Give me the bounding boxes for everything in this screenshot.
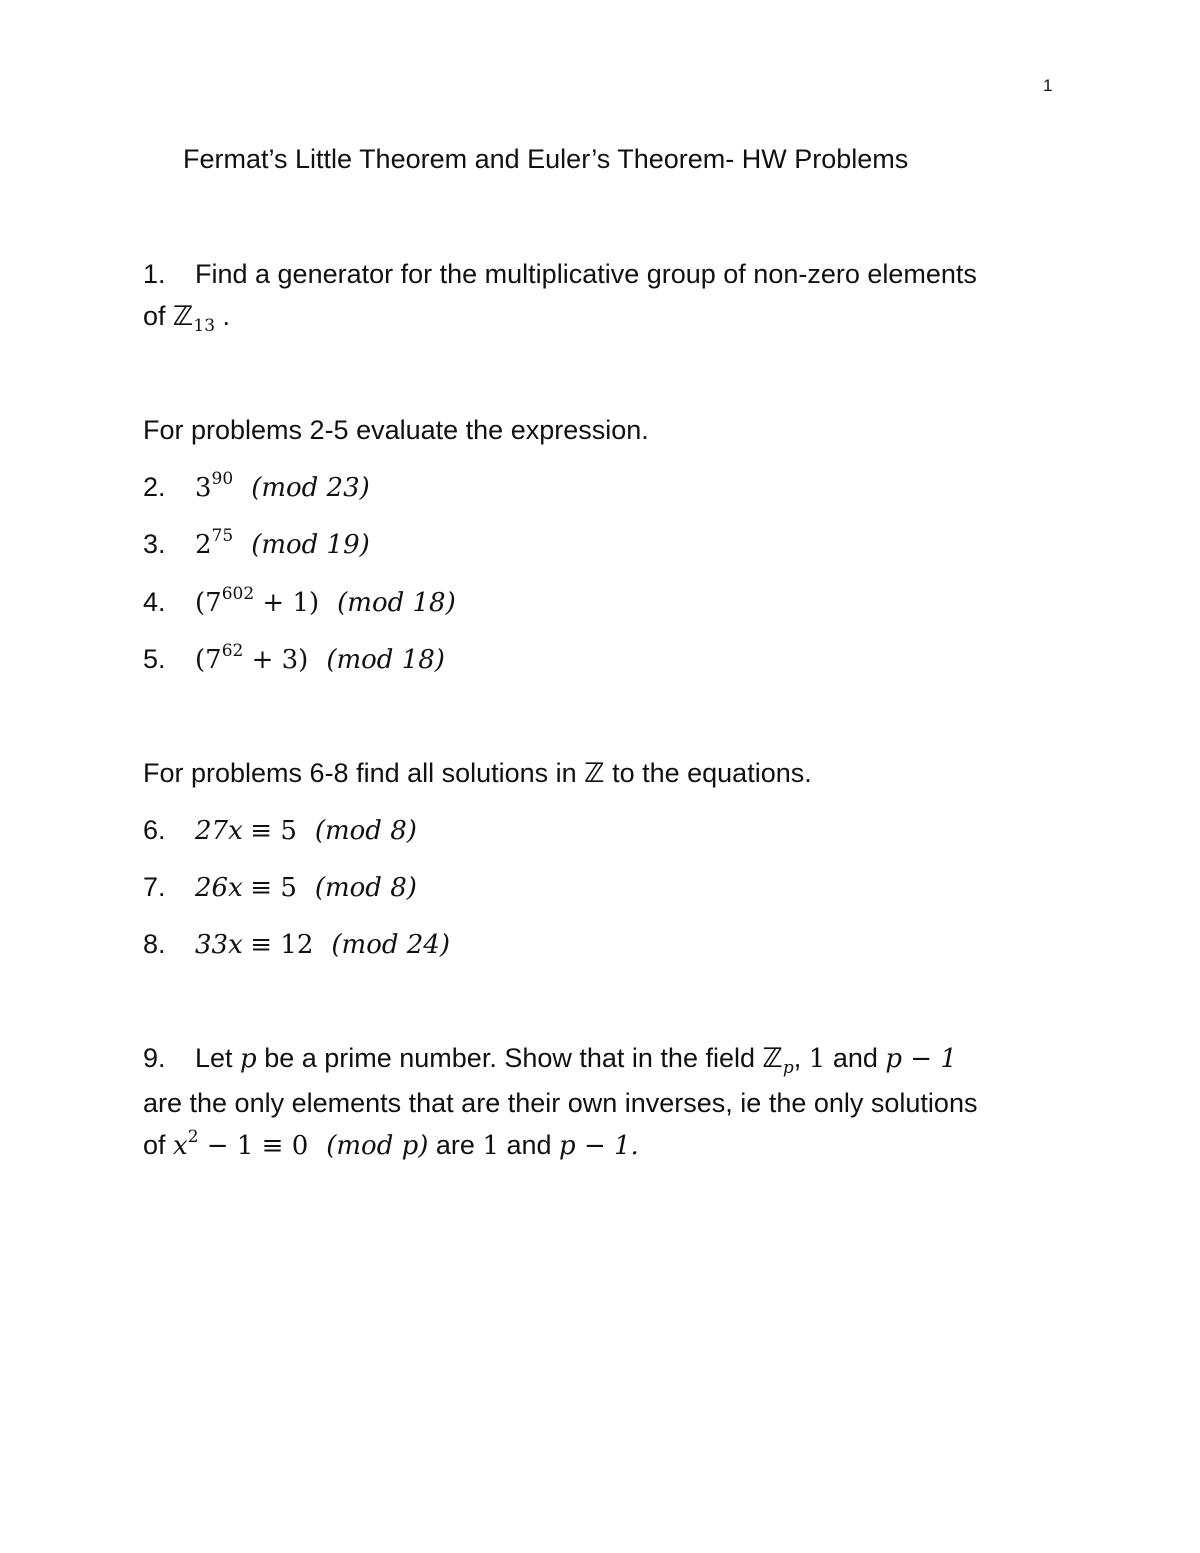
integers-symbol: ℤ [173,301,194,332]
instructions-6-8 [143,758,812,789]
problem-9-text: of [143,1130,174,1160]
problem-3-base: 2 [195,530,212,560]
instructions-6-8-before: For problems 6-8 find all solutions in [143,758,585,788]
problem-4-modulus: (mod 18) [337,588,456,618]
integers-symbol: ℤ [762,1043,783,1074]
problem-9-text: and [825,1043,886,1073]
problem-2 [143,469,370,503]
problem-9-line-1 [143,1043,957,1078]
problem-1-number: 1. [143,259,166,289]
problem-8-lhs: 33x [195,930,243,960]
page-title: Fermat’s Little Theorem and Euler’s Theorem- HW Problems [183,144,909,174]
instructions-6-8-after: to the equations. [604,758,812,788]
problem-1-of: of [143,301,174,331]
value-one: 1 [482,1131,499,1161]
problem-2-base: 3 [195,473,212,503]
problem-4 [143,584,456,618]
instructions-2-5: For problems 2-5 evaluate the expression. [143,415,649,445]
problem-5-open: (7 [195,645,222,675]
problem-9-line-2: are the only elements that are their own inverses, ie the only solutions [143,1088,978,1118]
problem-7-lhs: 26x [195,873,243,903]
modulus-p: (mod p) [326,1131,429,1161]
problem-9-number: 9. [143,1043,166,1073]
problem-8-number: 8. [143,929,166,959]
problem-6-modulus: (mod 8) [314,816,417,846]
problem-2-modulus: (mod 23) [251,473,370,503]
problem-9-text: Let [195,1043,241,1073]
problem-6 [143,815,417,846]
problem-9-text: , [793,1043,809,1073]
problem-2-exponent: 90 [211,469,234,489]
problem-5-exponent: 62 [221,641,244,661]
problem-6-lhs: 27x [195,816,243,846]
page-number: 1 [1043,76,1053,95]
problem-7-rhs: ≡ 5 [250,873,297,903]
problem-3-number: 3. [143,529,166,559]
problem-3-modulus: (mod 19) [251,530,370,560]
problem-2-number: 2. [143,472,166,502]
problem-5-rest: + 3) [243,645,309,675]
value-p-minus-1: p − 1. [559,1131,639,1161]
problem-4-rest: + 1) [254,588,320,618]
problem-3-exponent: 75 [211,526,234,546]
value-one: 1 [808,1044,826,1074]
problem-4-open: (7 [195,588,222,618]
problem-5-modulus: (mod 18) [326,645,445,675]
problem-6-number: 6. [143,815,166,845]
problem-1-text: Find a generator for the multiplicative group of non-zero elements [195,259,977,289]
field-subscript: p [782,1058,794,1078]
problem-5-number: 5. [143,644,166,674]
problem-9-line-3 [143,1127,639,1161]
problem-1-line-1 [143,259,977,290]
problem-7-modulus: (mod 8) [314,873,417,903]
problem-8-modulus: (mod 24) [331,930,450,960]
equation-rhs: − 1 ≡ 0 [198,1131,309,1161]
problem-1-end: . [215,301,231,331]
problem-4-exponent: 602 [221,584,255,604]
problem-8-rhs: ≡ 12 [250,930,314,960]
problem-9-text: be a prime number. Show that in the field [256,1043,763,1073]
problem-7 [143,872,417,903]
exponent-2: 2 [187,1127,199,1147]
integers-symbol: ℤ [584,758,605,789]
variable-x: x [173,1131,188,1161]
problem-9-text: are [428,1130,483,1160]
problem-4-number: 4. [143,587,166,617]
problem-6-rhs: ≡ 5 [250,816,297,846]
value-p-minus-1: p − 1 [885,1044,957,1074]
problem-3 [143,526,370,560]
problem-5 [143,641,445,675]
variable-p: p [240,1044,257,1074]
problem-8 [143,929,450,960]
problem-7-number: 7. [143,872,166,902]
modulus-subscript: 13 [193,316,216,336]
problem-9-text: and [498,1130,560,1160]
problem-1-line-2 [143,301,231,336]
